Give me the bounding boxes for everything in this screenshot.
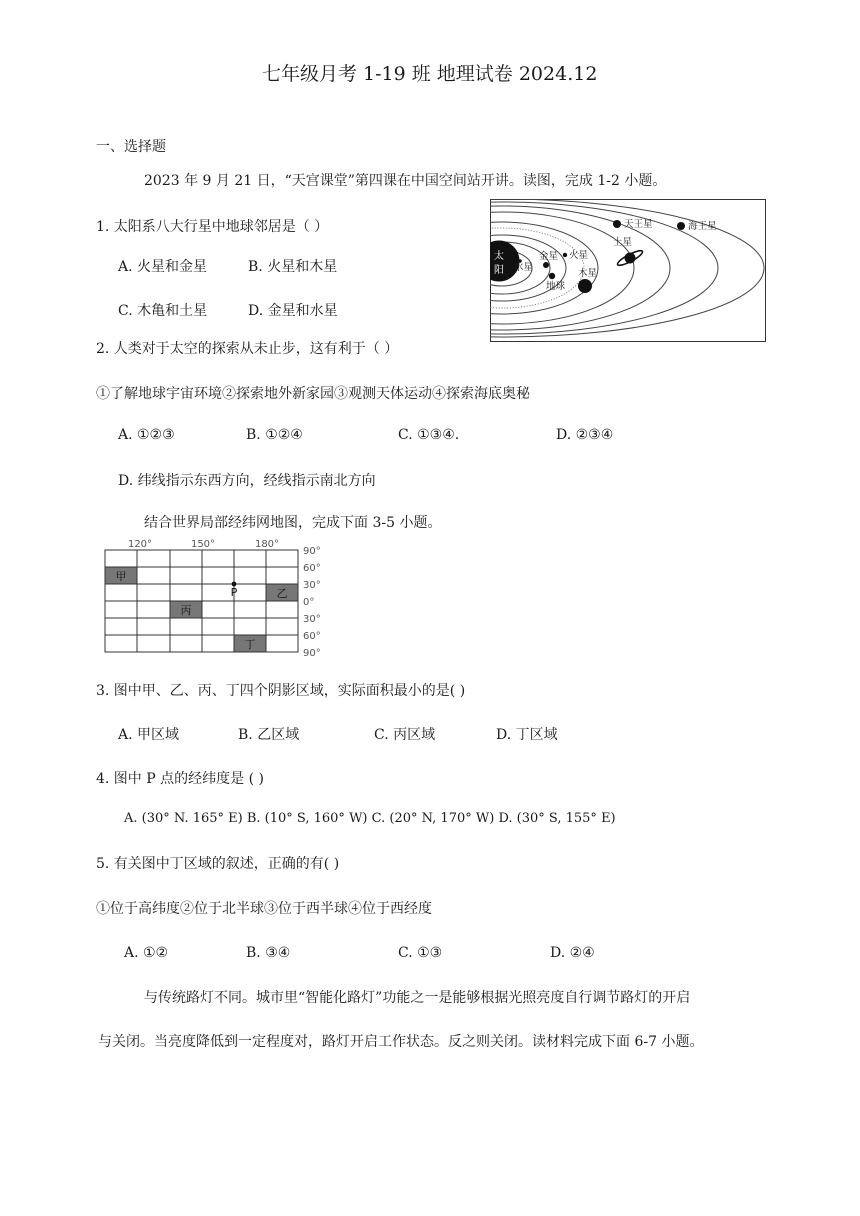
question-2-stem: 2. 人类对于太空的探索从未止步，这有利于（ ） xyxy=(96,341,399,357)
question-1-stem: 1. 太阳系八大行星中地球邻居是（ ） xyxy=(96,219,329,235)
material-paragraph-line-2: 与关闭。当亮度降低到一定程度对，路灯开启工作状态。反之则关闭。读材料完成下面 6-7 小题。 xyxy=(98,1034,704,1050)
page-title: 七年级月考 1-19 班 地理试卷 2024.12 xyxy=(262,63,598,85)
mars-icon xyxy=(563,253,567,257)
question-1-option-d: D. 金星和水星 xyxy=(248,303,338,319)
question-5-stem: 5. 有关图中丁区域的叙述，正确的有( ) xyxy=(96,856,340,872)
mercury-label: 水星 xyxy=(514,262,534,273)
question-5-option-d: D. ②④ xyxy=(550,945,595,961)
neptune-label: 海王星 xyxy=(688,221,717,232)
lat-label-0: 0° xyxy=(303,597,315,608)
lat-label-60n: 60° xyxy=(303,563,321,574)
lat-label-90s: 90° xyxy=(303,648,321,659)
region-ding-label: 丁 xyxy=(244,638,256,651)
sun-label-2: 阳 xyxy=(494,265,504,276)
region-yi-label: 乙 xyxy=(276,587,288,600)
question-5-items: ①位于高纬度②位于北半球③位于西半球④位于西经度 xyxy=(96,901,432,917)
question-5-option-c: C. ①③ xyxy=(398,945,443,961)
jupiter-label: 木星 xyxy=(578,268,598,279)
question-2-option-b: B. ①②④ xyxy=(246,427,303,443)
venus-label: 金星 xyxy=(539,251,559,262)
question-2-option-c: C. ①③④. xyxy=(398,427,460,443)
question-4-stem: 4. 图中 P 点的经纬度是 ( ) xyxy=(96,771,264,787)
question-3-stem: 3. 图中甲、乙、丙、丁四个阴影区域，实际面积最小的是( ) xyxy=(96,683,466,699)
point-p-label: P xyxy=(230,586,238,599)
mars-label: 火星 xyxy=(569,250,589,261)
lon-label-120: 120° xyxy=(127,539,153,550)
question-3-option-b: B. 乙区域 xyxy=(238,727,300,743)
neptune-icon xyxy=(677,222,685,230)
question-5-option-a: A. ①② xyxy=(124,945,169,961)
earth-icon xyxy=(549,273,555,279)
question-4-options: A. (30° N. 165° E) B. (10° S, 160° W) C. (20° N, 170° W) D. (30° S, 155° E) xyxy=(124,811,616,826)
question-3-option-a: A. 甲区域 xyxy=(118,727,180,743)
question-1-option-c: C. 木亀和土星 xyxy=(118,303,208,319)
question-2-option-d: D. ②③④ xyxy=(556,427,614,443)
question-3-option-d: D. 丁区域 xyxy=(496,727,558,743)
lat-label-60s: 60° xyxy=(303,631,321,642)
region-bing-label: 丙 xyxy=(180,604,192,617)
lon-label-180: 180° xyxy=(254,539,280,550)
venus-icon xyxy=(543,262,549,268)
jupiter-icon xyxy=(578,279,592,293)
section-heading: 一、选择题 xyxy=(96,139,166,155)
uranus-icon xyxy=(613,220,621,228)
question-2-items: ①了解地球宇宙环境②探索地外新家园③观测天体运动④探索海底奥秘 xyxy=(96,386,530,402)
earth-label: 地球 xyxy=(546,281,566,292)
latitude-longitude-grid xyxy=(100,535,330,663)
intro-text-2: 结合世界局部经纬网地图，完成下面 3-5 小题。 xyxy=(144,515,442,531)
question-5-option-b: B. ③④ xyxy=(246,945,291,961)
question-2-option-a: A. ①②③ xyxy=(118,427,175,443)
material-paragraph-line-1: 与传统路灯不同。城市里“智能化路灯”功能之一是能够根据光照亮度自行调节路灯的开启 xyxy=(144,990,691,1006)
sun-label-1: 太 xyxy=(494,251,504,262)
saturn-label: 土星 xyxy=(613,237,633,248)
solar-system-figure xyxy=(490,199,766,342)
question-3-option-c: C. 丙区域 xyxy=(374,727,436,743)
intro-text: 2023 年 9 月 21 日，“天宫课堂”第四课在中国空间站开讲。读图，完成 1-2 小题。 xyxy=(144,173,667,189)
region-jia-label: 甲 xyxy=(115,570,127,583)
lat-label-30n: 30° xyxy=(303,580,321,591)
uranus-label: 天王星 xyxy=(624,219,653,230)
question-1-option-b: B. 火星和木星 xyxy=(248,259,338,275)
lat-label-30s: 30° xyxy=(303,614,321,625)
lon-label-150: 150° xyxy=(190,539,216,550)
question-2-extra-line: D. 纬线指示东西方向，经线指示南北方向 xyxy=(118,473,376,489)
lat-label-90n: 90° xyxy=(303,546,321,557)
question-1-option-a: A. 火星和金星 xyxy=(118,259,208,275)
